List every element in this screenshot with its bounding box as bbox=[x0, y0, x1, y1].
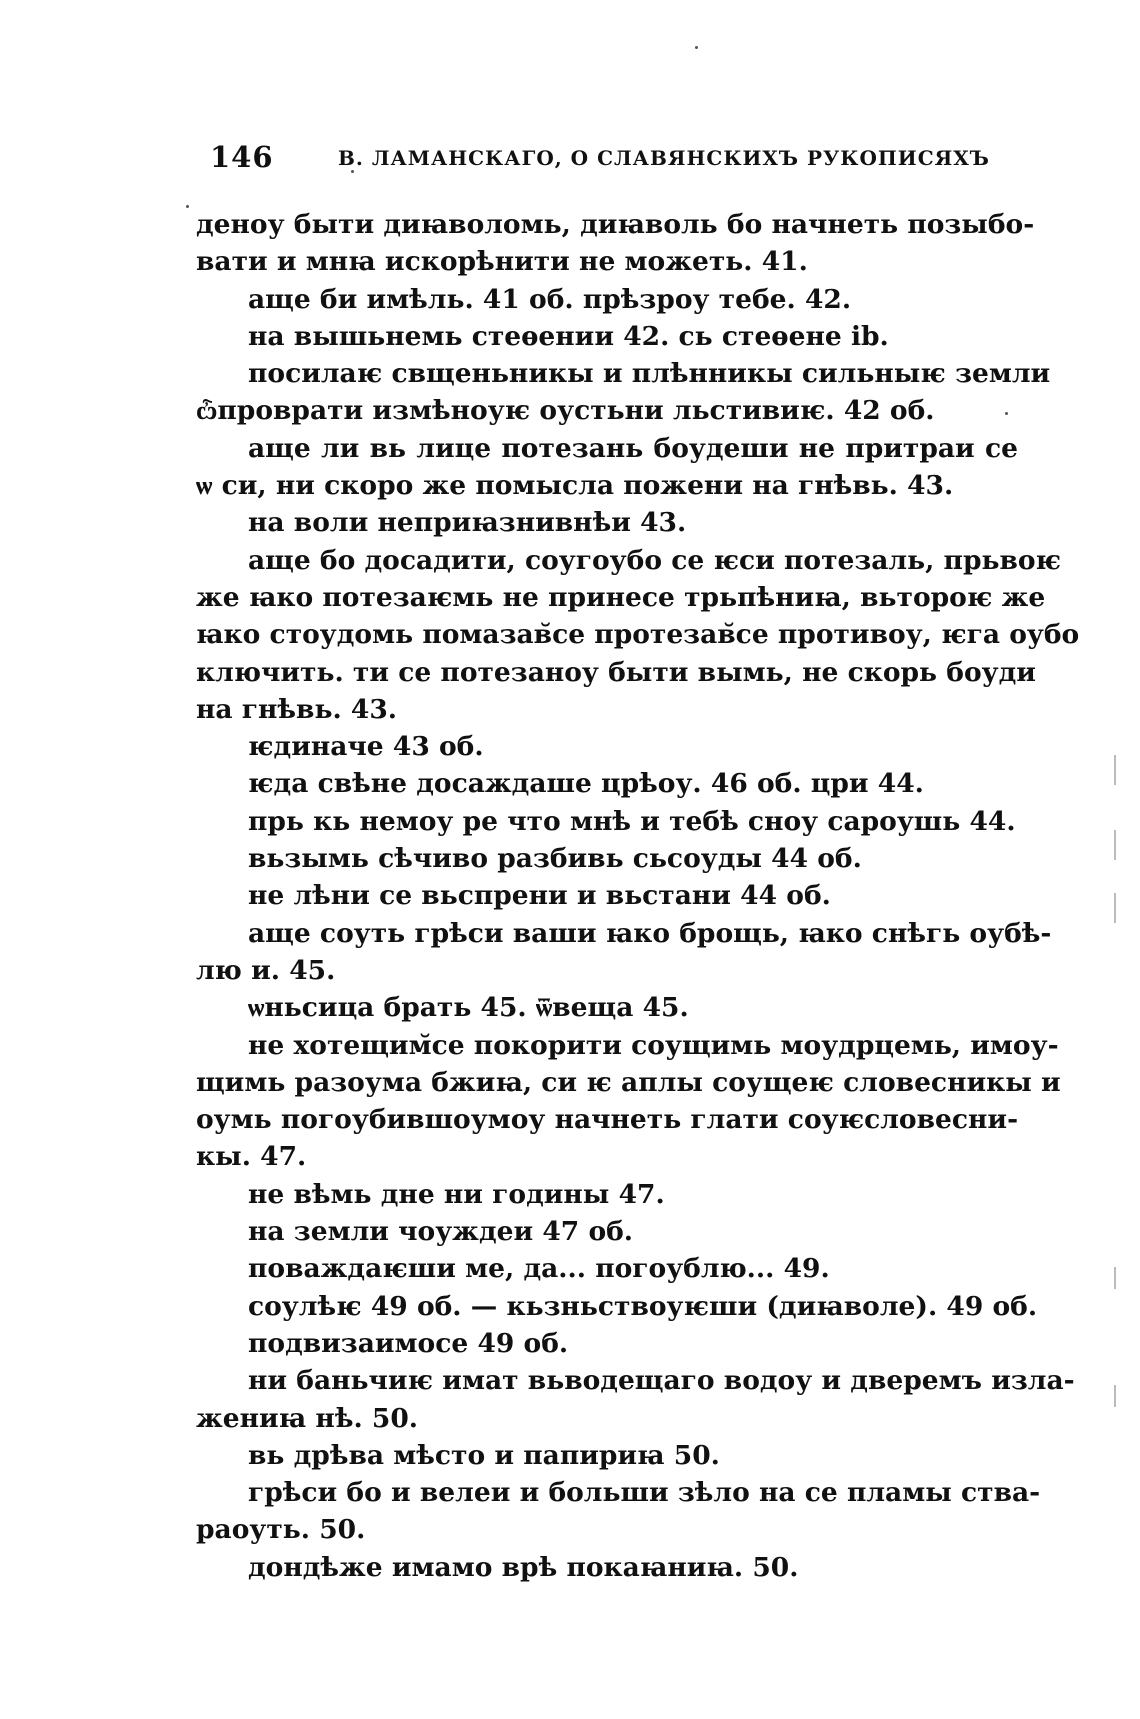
text-line: посилаѥ свщеньникы и плѣнникы сильныѥ земли bbox=[248, 358, 1051, 390]
text-line: вати и мнꙗ искорѣнити не можеть. 41. bbox=[196, 246, 808, 278]
margin-mark bbox=[1114, 1385, 1116, 1407]
text-line: аще соуть грѣси ваши ꙗко брощь, ꙗко снѣгь оубѣ- bbox=[248, 917, 1052, 949]
running-head bbox=[210, 140, 1010, 180]
text-line: вьзымь сѣчиво разбивь сьсоуды 44 об. bbox=[248, 843, 862, 875]
text-line: на воли неприꙗзнивнѣи 43. bbox=[248, 507, 687, 539]
scan-speck bbox=[695, 46, 698, 49]
text-line: ѡ си, ни скоро же помысла пожени на гнѣвь. 43. bbox=[196, 470, 954, 502]
text-line: ни баньчиѥ имат вьводещаго водоу и дверемъ изла- bbox=[248, 1365, 1075, 1397]
text-line: оумь погоубившоумоу начнеть глати соуѥсловесни- bbox=[196, 1104, 1019, 1136]
text-line: подвизаимосе 49 об. bbox=[248, 1327, 569, 1359]
text-line: жениꙗ нѣ. 50. bbox=[196, 1402, 419, 1434]
text-line: поваждаѥши ме, да... погоублю... 49. bbox=[248, 1253, 830, 1285]
text-line: на земли чоуждеи 47 об. bbox=[248, 1216, 634, 1248]
text-line: аще би имѣль. 41 об. прѣзроу тебе. 42. bbox=[248, 283, 852, 315]
text-line: вь дрѣва мѣсто и папириꙗ 50. bbox=[248, 1439, 720, 1471]
text-line: на вышьнемь стеѳении 42. сь стеѳене ib. bbox=[248, 320, 889, 352]
text-line: не лѣни се вьспрени и вьстани 44 об. bbox=[248, 880, 831, 912]
text-line: не хотещим̆се покорити соущимь моудрцемь, имоу- bbox=[248, 1029, 1059, 1061]
text-line: щимь разоума бжиꙗ, си ѥ аплы соущеѥ словесникы и bbox=[196, 1066, 1061, 1098]
margin-mark bbox=[1114, 893, 1116, 923]
text-line: аще бо досадити, соугоубо се ѥси потезаль, прьвоѥ bbox=[248, 544, 1062, 576]
text-line: кы. 47. bbox=[196, 1141, 307, 1173]
text-line: ѡньсица брать 45. ѿвеща 45. bbox=[248, 992, 689, 1024]
text-line: лю и. 45. bbox=[196, 954, 336, 986]
text-line: же ꙗко потезаѥмь не принесе трьпѣниꙗ, вьтороѥ же bbox=[196, 581, 1046, 613]
margin-mark bbox=[1114, 830, 1116, 860]
text-line: аще ли вь лице потезань боудеши не притраи се bbox=[248, 432, 1018, 464]
text-line: дондѣже имамо врѣ покаꙗниꙗ. 50. bbox=[248, 1551, 799, 1583]
text-line: ꙗко стоудомь помазав̆се протезав̆се противоу, ѥга оубо bbox=[196, 619, 1080, 651]
text-line: ѥда свѣне досаждаше црѣоу. 46 об. цри 44. bbox=[248, 768, 924, 800]
scan-speck bbox=[351, 170, 354, 173]
text-line: ключить. ти се потезаноу быти вымь, не скорь боуди bbox=[196, 656, 1036, 688]
scan-speck bbox=[186, 205, 189, 208]
scan-speck bbox=[1005, 412, 1008, 415]
text-line: деноу быти диꙗволомь, диꙗволь бо начнеть позыбо- bbox=[196, 209, 1035, 240]
text-line: не вѣмь дне ни годины 47. bbox=[248, 1178, 665, 1210]
body-text bbox=[196, 206, 1080, 1586]
margin-mark bbox=[1114, 755, 1116, 785]
text-line: ѥдиначе 43 об. bbox=[248, 731, 484, 763]
running-title: В. ЛАМАНСКАГО, О СЛАВЯНСКИХЪ РУКОПИСЯХЪ bbox=[338, 146, 990, 170]
text-line: прь кь немоу ре что мнѣ и тебѣ сноу сароушь 44. bbox=[248, 805, 1016, 837]
text-line: соулѣѥ 49 об. — кьзньствоуѥши (диꙗволе). 49 об. bbox=[248, 1290, 1038, 1322]
text-line: раоуть. 50. bbox=[196, 1514, 366, 1546]
text-line: грѣси бо и велеи и больши зѣло на се пламы ства- bbox=[248, 1477, 1041, 1509]
text-line: на гнѣвь. 43. bbox=[196, 693, 398, 725]
page-number: 146 bbox=[210, 140, 274, 174]
margin-mark bbox=[1114, 1267, 1116, 1289]
text-line: ѽпроврати измѣноуѥ оустьни льстивиѥ. 42 об. bbox=[196, 395, 935, 427]
